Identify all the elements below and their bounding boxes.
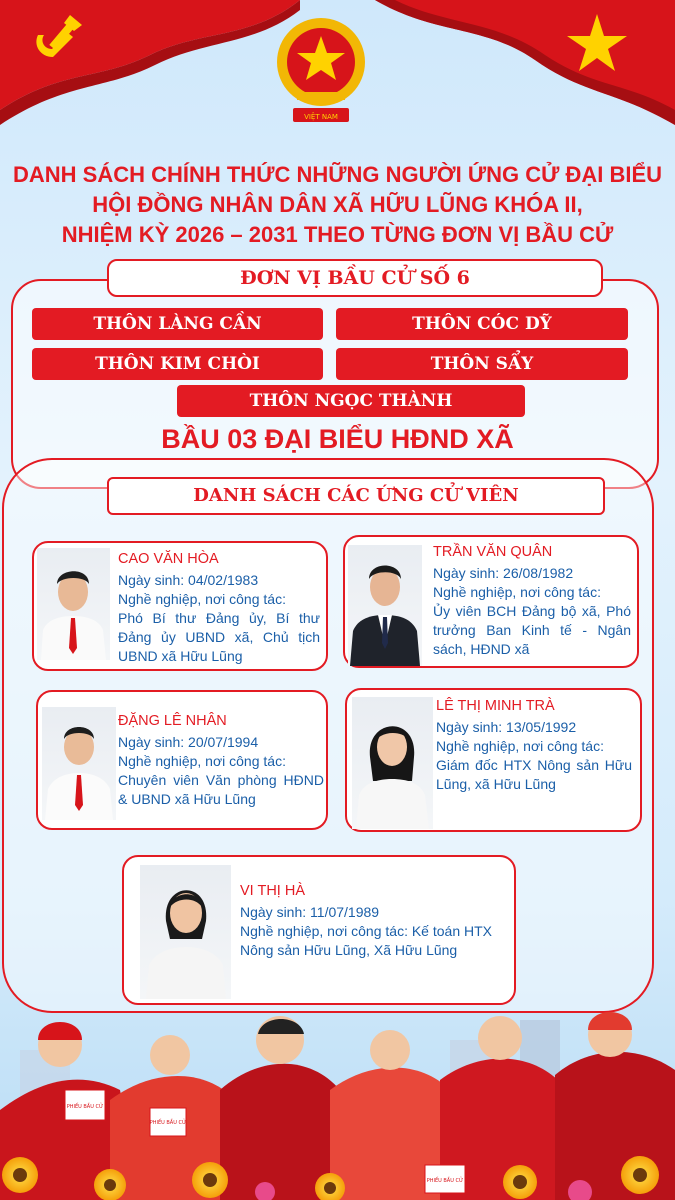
candidate-photo — [352, 697, 433, 829]
seats-count: BẦU 03 ĐẠI BIỂU HĐND XÃ — [161, 424, 514, 454]
village-badge: THÔN KIM CHÒI — [32, 348, 323, 380]
title-line-2: HỘI ĐỒNG NHÂN DÂN XÃ HỮU LŨNG KHÓA II, — [92, 192, 583, 217]
candidate-job-label: Nghề nghiệp, nơi công tác: — [433, 584, 601, 600]
candidate-info — [436, 697, 632, 794]
candidate-job-label: Nghề nghiệp, nơi công tác: — [118, 753, 286, 769]
candidate-job-label: Nghề nghiệp, nơi công tác: — [118, 591, 286, 607]
candidate-dob: Ngày sinh: 04/02/1983 — [118, 572, 259, 588]
candidate-portrait-icon — [42, 707, 116, 820]
emblem-ribbon-text: VIỆT NAM — [304, 113, 338, 121]
candidate-info — [240, 882, 512, 960]
title-line-1: DANH SÁCH CHÍNH THỨC NHỮNG NGƯỜI ỨNG CỬ ĐẠI BIỂU — [12, 162, 663, 187]
candidate-list-title: DANH SÁCH CÁC ỨNG CỬ VIÊN — [107, 477, 605, 515]
candidate-job: Ủy viên BCH Đảng bộ xã, Phó trưởng Ban Kinh tế - Ngân sách, HĐND xã — [433, 603, 631, 657]
title-line-3: NHIỆM KỲ 2026 – 2031 THEO TỪNG ĐƠN VỊ BẦU CỬ — [61, 222, 614, 247]
candidate-photo — [37, 548, 110, 660]
candidate-portrait-icon — [348, 545, 422, 666]
candidate-info — [118, 550, 320, 666]
candidate-info — [433, 543, 631, 659]
ballot-card-text: PHIẾU BẦU CỬ — [66, 1104, 104, 1110]
candidate-name: VI THỊ HÀ — [240, 883, 305, 899]
page-title — [0, 160, 675, 250]
candidate-dob: Ngày sinh: 20/07/1994 — [118, 734, 259, 750]
candidate-dob: Ngày sinh: 11/07/1989 — [240, 904, 380, 920]
candidate-name: CAO VĂN HÒA — [118, 551, 219, 567]
candidate-portrait-icon — [352, 697, 433, 829]
candidate-job-label: Nghề nghiệp, nơi công tác: Kế toán HTX — [240, 923, 492, 939]
candidate-job: Nông sản Hữu Lũng, Xã Hữu Lũng — [240, 942, 458, 958]
candidate-job: Phó Bí thư Đảng ủy, Bí thư Đảng ủy UBND xã, Chủ tịch UBND xã Hữu Lũng — [118, 610, 320, 664]
candidate-name: ĐẶNG LÊ NHÂN — [118, 713, 227, 729]
ballot-card-text: PHIẾU BẦU CỬ — [149, 1120, 187, 1126]
candidate-job-label: Nghề nghiệp, nơi công tác: — [436, 738, 604, 754]
party-flag — [0, 0, 300, 130]
candidate-dob: Ngày sinh: 26/08/1982 — [433, 565, 574, 581]
candidate-name: LÊ THỊ MINH TRÀ — [436, 698, 555, 714]
electoral-unit-title: ĐƠN VỊ BẦU CỬ SỐ 6 — [107, 259, 603, 297]
village-badge: THÔN NGỌC THÀNH — [177, 385, 525, 417]
candidate-photo — [42, 707, 116, 820]
village-badge: THÔN LÀNG CẦN — [32, 308, 323, 340]
candidate-info — [118, 712, 324, 809]
ballot-card-text: PHIẾU BẦU CỬ — [426, 1178, 464, 1184]
candidate-dob: Ngày sinh: 13/05/1992 — [436, 719, 577, 735]
national-flag — [375, 0, 675, 130]
village-badge: THÔN CÓC DỸ — [336, 308, 628, 340]
candidate-photo — [348, 545, 422, 666]
candidate-portrait-icon — [37, 548, 110, 660]
candidate-job: Giám đốc HTX Nông sản Hữu Lũng, xã Hữu Lũng — [436, 757, 632, 792]
national-emblem-icon — [275, 12, 367, 132]
voters-illustration — [0, 960, 675, 1200]
candidate-name: TRẦN VĂN QUÂN — [433, 544, 553, 560]
candidate-job: Chuyên viên Văn phòng HĐND & UBND xã Hữu Lũng — [118, 772, 324, 807]
village-badge: THÔN SẨY — [336, 348, 628, 380]
